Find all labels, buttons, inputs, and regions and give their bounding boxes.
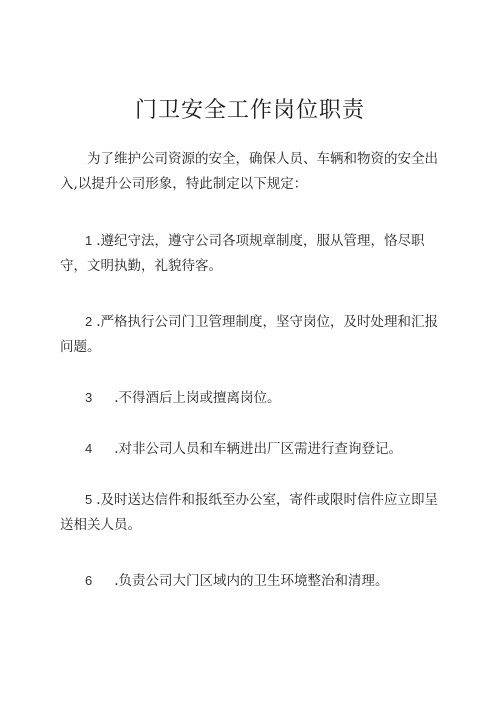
rule-number: 6	[85, 573, 93, 588]
rule-number: 1	[85, 233, 93, 248]
document-title: 门卫安全工作岗位职责	[134, 98, 365, 123]
rule-number: 4	[85, 441, 93, 456]
rule-text: .不得酒后上岗或擅离岗位。	[114, 390, 281, 406]
rule-text: .遵纪守法，遵守公司各项规章制度，服从管理，恪尽职守，文明执勤，礼貌待客。	[60, 233, 425, 274]
rule-text: .对非公司人员和车辆进出厂区需进行查询登记。	[114, 441, 403, 457]
rule-text: .负责公司大门区域内的卫生环境整治和清理。	[114, 573, 389, 589]
rule-item-1	[60, 228, 448, 279]
intro-paragraph: 为了维护公司资源的安全，确保人员、车辆和物资的安全出入,以提升公司形象，特此制定以下规定：	[60, 151, 438, 192]
rule-item-3	[60, 385, 448, 411]
rule-number: 2	[85, 314, 93, 329]
rule-item-6	[60, 568, 448, 594]
rule-text: .严格执行公司门卫管理制度，坚守岗位，及时处理和汇报问题。	[60, 314, 439, 355]
rule-number: 5	[85, 492, 93, 507]
rule-item-2	[60, 309, 448, 360]
rule-item-4	[60, 436, 448, 462]
rule-item-5	[60, 487, 448, 538]
rule-text: .及时送达信件和报纸至办公室，寄件或限时信件应立即呈送相关人员。	[60, 492, 439, 533]
rule-number: 3	[85, 390, 93, 405]
